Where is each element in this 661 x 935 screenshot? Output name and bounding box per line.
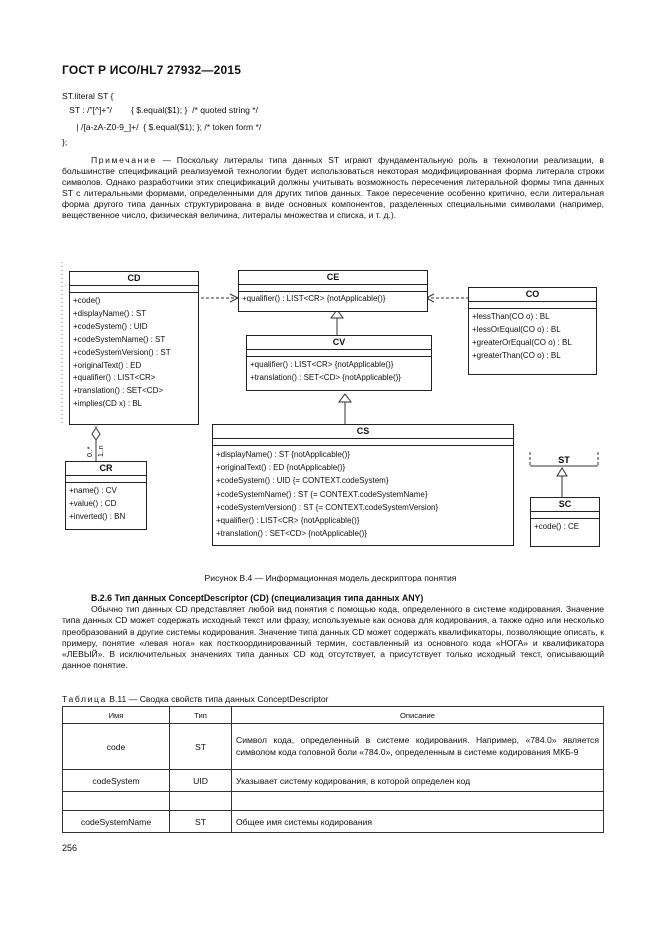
note-label: Примечание xyxy=(91,155,157,165)
cs-operations xyxy=(213,446,513,542)
operation: +translation() : SET<CD> {notApplicable()} xyxy=(216,529,367,539)
column-header: Имя xyxy=(63,707,170,724)
class-title: CO xyxy=(469,288,596,302)
cell-description xyxy=(232,792,604,811)
sc-operations xyxy=(531,519,599,536)
operation: +inverted() : BN xyxy=(69,511,126,521)
class-title: CD xyxy=(70,272,198,286)
cr-class xyxy=(65,461,147,530)
operation: +codeSystemVersion() : ST {= CONTEXT.codeSystemVersion} xyxy=(216,502,439,512)
section-heading: В.2.6 Тип данных ConceptDescriptor (CD) (специализация типа данных ANY) xyxy=(91,593,424,603)
cell-type: ST xyxy=(170,724,232,770)
section-paragraph: Обычно тип данных CD представляет любой вид понятия с помощью кода, определенного в системе кодирования. Значение типа данных CD может содержать исходный текст или фразу, используемые как основа для кодирования, а также одно или несколько преобразований в другие системы кодирования. Значение типа данных CD может содержать квалификаторы, позволяющие описать, к примеру, понятие «левая нога» как посткоординированный термин, составленный из основного кода «НОГА» и квалификатора «ЛЕВЫЙ». В исключительных значениях типа данных CD код отсутствует, а присутствует только исходный текст, описывающий данное понятие. xyxy=(62,604,604,671)
operation: +name() : CV xyxy=(69,486,117,495)
page-number: 256 xyxy=(62,843,78,853)
operation: +displayName() : ST xyxy=(73,308,147,318)
operation: +qualifier() : LIST<CR> xyxy=(73,373,156,383)
operation: +displayName() : ST {notApplicable()} xyxy=(216,450,350,459)
operation: +translation() : SET<CD> xyxy=(73,386,164,396)
operation: +greaterOrEqual(CO o) : BL xyxy=(472,337,572,347)
operation: +codeSystem() : UID xyxy=(73,321,148,331)
operation: +implies(CD x) : BL xyxy=(73,399,143,409)
cd-class xyxy=(69,271,199,425)
co-class xyxy=(468,287,597,375)
aggregation-diamond xyxy=(92,428,100,440)
cell-name: codeSystemName xyxy=(63,811,170,833)
cell-type xyxy=(170,792,232,811)
table-header-row xyxy=(63,707,604,724)
code-line: | /[a-zA-Z0-9_]+/ { $.equal($1); }; /* token form */ xyxy=(62,122,262,132)
operation: +codeSystemName() : ST xyxy=(73,334,166,344)
cell-type: ST xyxy=(170,811,232,833)
class-title: CE xyxy=(239,271,427,285)
cs-class xyxy=(212,424,514,546)
operation: +greaterThan(CO o) : BL xyxy=(472,350,561,360)
operation: +codeSystemVersion() : ST xyxy=(73,347,171,357)
cv-class xyxy=(246,335,432,391)
operation: +lessThan(CO o) : BL xyxy=(472,312,550,321)
operation: +qualifier() : LIST<CR> {notApplicable()} xyxy=(242,294,386,303)
cr-operations xyxy=(66,483,146,526)
cell-name xyxy=(63,792,170,811)
cell-name: code xyxy=(63,724,170,770)
cd-operations xyxy=(70,293,198,413)
table-row xyxy=(63,770,604,792)
operation: +lessOrEqual(CO o) : BL xyxy=(472,324,561,334)
generalization-head xyxy=(557,468,567,476)
table-row xyxy=(63,792,604,811)
class-title: SC xyxy=(531,498,599,512)
figure-caption: Рисунок В.4 — Информационная модель дескриптора понятия xyxy=(204,573,457,583)
sc-class xyxy=(530,497,600,547)
class-title: CR xyxy=(66,462,146,476)
operation: +code() xyxy=(73,296,101,305)
table-caption-label: Таблица xyxy=(62,694,107,704)
generalization-head xyxy=(339,394,351,402)
st-title: ST xyxy=(558,455,570,465)
operation: +codeSystem() : UID {= CONTEXT.codeSystem} xyxy=(216,476,389,486)
operation: +translation() : SET<CD> {notApplicable()} xyxy=(250,372,401,382)
class-title: CS xyxy=(213,425,513,439)
cell-type: UID xyxy=(170,770,232,792)
table-row xyxy=(63,724,604,770)
table-caption xyxy=(62,694,329,704)
class-title: CV xyxy=(247,336,431,350)
document-header: ГОСТ Р ИСО/HL7 27932—2015 xyxy=(62,63,242,77)
table-caption-text: В.11 — Сводка свойств типа данных ConceptDescriptor xyxy=(106,694,329,704)
operation: +codeSystemName() : ST {= CONTEXT.codeSystemName} xyxy=(216,489,428,499)
code-line: ST : /"[^]+"/ { $.equal($1); } /* quoted string */ xyxy=(62,105,259,115)
operation: +originalText() : ED xyxy=(73,360,142,370)
cell-description: Указывает систему кодирования, в которой определен код xyxy=(232,770,604,792)
operation: +qualifier() : LIST<CR> {notApplicable()} xyxy=(250,360,394,369)
column-header: Тип xyxy=(170,707,232,724)
code-line: ST.literal ST { xyxy=(62,91,114,101)
ce-operations xyxy=(239,292,427,308)
properties-table xyxy=(62,706,604,833)
multiplicity-left: 0..* xyxy=(87,446,94,457)
cell-description: Общее имя системы кодирования xyxy=(232,811,604,833)
operation: +qualifier() : LIST<CR> {notApplicable()} xyxy=(216,516,360,526)
cell-description: Символ кода, определенный в системе кодирования. Например, «784.0» является символом кода головной боли «784.0», определенным в системе кодирования МКБ-9 xyxy=(232,724,604,770)
co-operations xyxy=(469,309,596,365)
code-line: }; xyxy=(62,137,68,147)
cell-name: codeSystem xyxy=(63,770,170,792)
column-header: Описание xyxy=(232,707,604,724)
note-text: — Поскольку литералы типа данных ST играют фундаментальную роль в технологии реализации, в большинстве спецификаций реализуемой технологии будет использоваться некоторая модифицированная форма литерала строки символов. Однако разработчики этих спецификаций должны учитывать возможность пересечения литеральной формы типа данных ST с литеральными формами, определенными для других типов данных. Такое пересечение особенно критично, если литеральная форма другого типа данных структурирована в виде основных компонентов, разделенных специальными символами (например, вещественное число, физическая величина, литералы множества и списка, и т. д.). xyxy=(62,155,604,221)
operation: +code() : CE xyxy=(534,522,580,531)
operation: +value() : CD xyxy=(69,498,117,508)
ce-class xyxy=(238,270,428,312)
table-row xyxy=(63,811,604,833)
operation: +originalText() : ED {notApplicable()} xyxy=(216,463,346,473)
multiplicity-right: 1..n xyxy=(98,445,105,457)
cv-operations xyxy=(247,357,431,387)
